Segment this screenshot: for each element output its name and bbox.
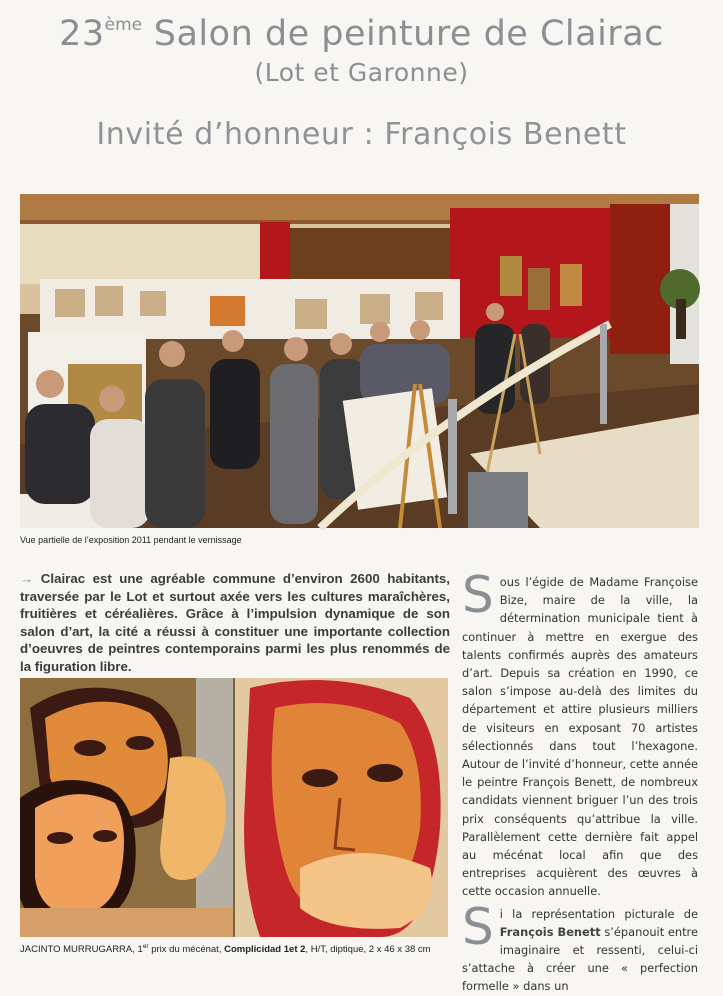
paragraph-2-text-a: i la représentation picturale de: [499, 906, 698, 921]
painting-diptych: [20, 678, 448, 937]
caption-details: , H/T, diptique, 2 x 46 x 38 cm: [305, 944, 431, 956]
paragraph-2: [462, 897, 698, 996]
guest-heading: Invité d’honneur : François Benett: [96, 117, 627, 152]
title-rest: Salon de peinture de Clairac: [142, 14, 664, 54]
artist-name: François Benett: [499, 924, 601, 939]
caption-prize: prix du mécénat,: [148, 944, 225, 956]
arrow-icon: →: [20, 571, 34, 586]
caption-artist: JACINTO MURRUGARRA, 1: [20, 944, 143, 956]
intro-paragraph: [20, 570, 450, 676]
dropcap-1: S: [462, 566, 494, 624]
caption-title: Complicidad 1et 2: [224, 944, 306, 956]
page-subtitle: (Lot et Garonne): [254, 58, 469, 87]
exhibition-photo: [20, 194, 699, 528]
photo-caption: Vue partielle de l’exposition 2011 pendant le vernissage: [20, 535, 242, 545]
paragraph-1: [462, 566, 698, 901]
paragraph-2-text-b: s’épanouit entre imaginaire et ressenti, celui-ci s’attache à créer une « perfection formelle » dans un: [462, 924, 698, 994]
article-column: [462, 566, 698, 996]
intro-text: Clairac est une agréable commune d’environ 2600 habitants, traversée par le Lot et surtout axée vers les cultures maraîchères, fruitières et céréalières. Grâce à l’impulsion dynamique de son salon d’art, la cité a réussi à constituer une importante collection d’oeuvres de peintres contemporains parmi les plus renommés de la figuration libre.: [20, 571, 450, 674]
title-superscript: ème: [104, 15, 143, 35]
caption-superscript: er: [142, 943, 149, 950]
painting-caption: [20, 943, 450, 955]
dropcap-2: S: [462, 897, 494, 956]
title-number: 23: [59, 14, 105, 54]
page-title: [0, 14, 723, 54]
paragraph-1-text: ous l’égide de Madame Françoise Bize, maire de la ville, la détermination municipale tient à continuer à mettre en exergue des talents confirmés auprès des amateurs d’art. Depuis sa création en 1990, ce salon s’impose au-delà des limites du département et attire plusieurs milliers de visiteurs en exposant 70 artistes sélectionnés dans tout l’hexagone. Autour de l’invité d’honneur, cette année le peintre François Benett, de nombreux candidats viennent briguer l’un des trois prix conséquents qu’attribue la ville. Parallèlement cette dernière fait appel au mécénat local afin que des entreprises acquièrent des œuvres à cette occasion annuelle.: [462, 575, 698, 899]
paragraph-2-text: [462, 897, 698, 996]
